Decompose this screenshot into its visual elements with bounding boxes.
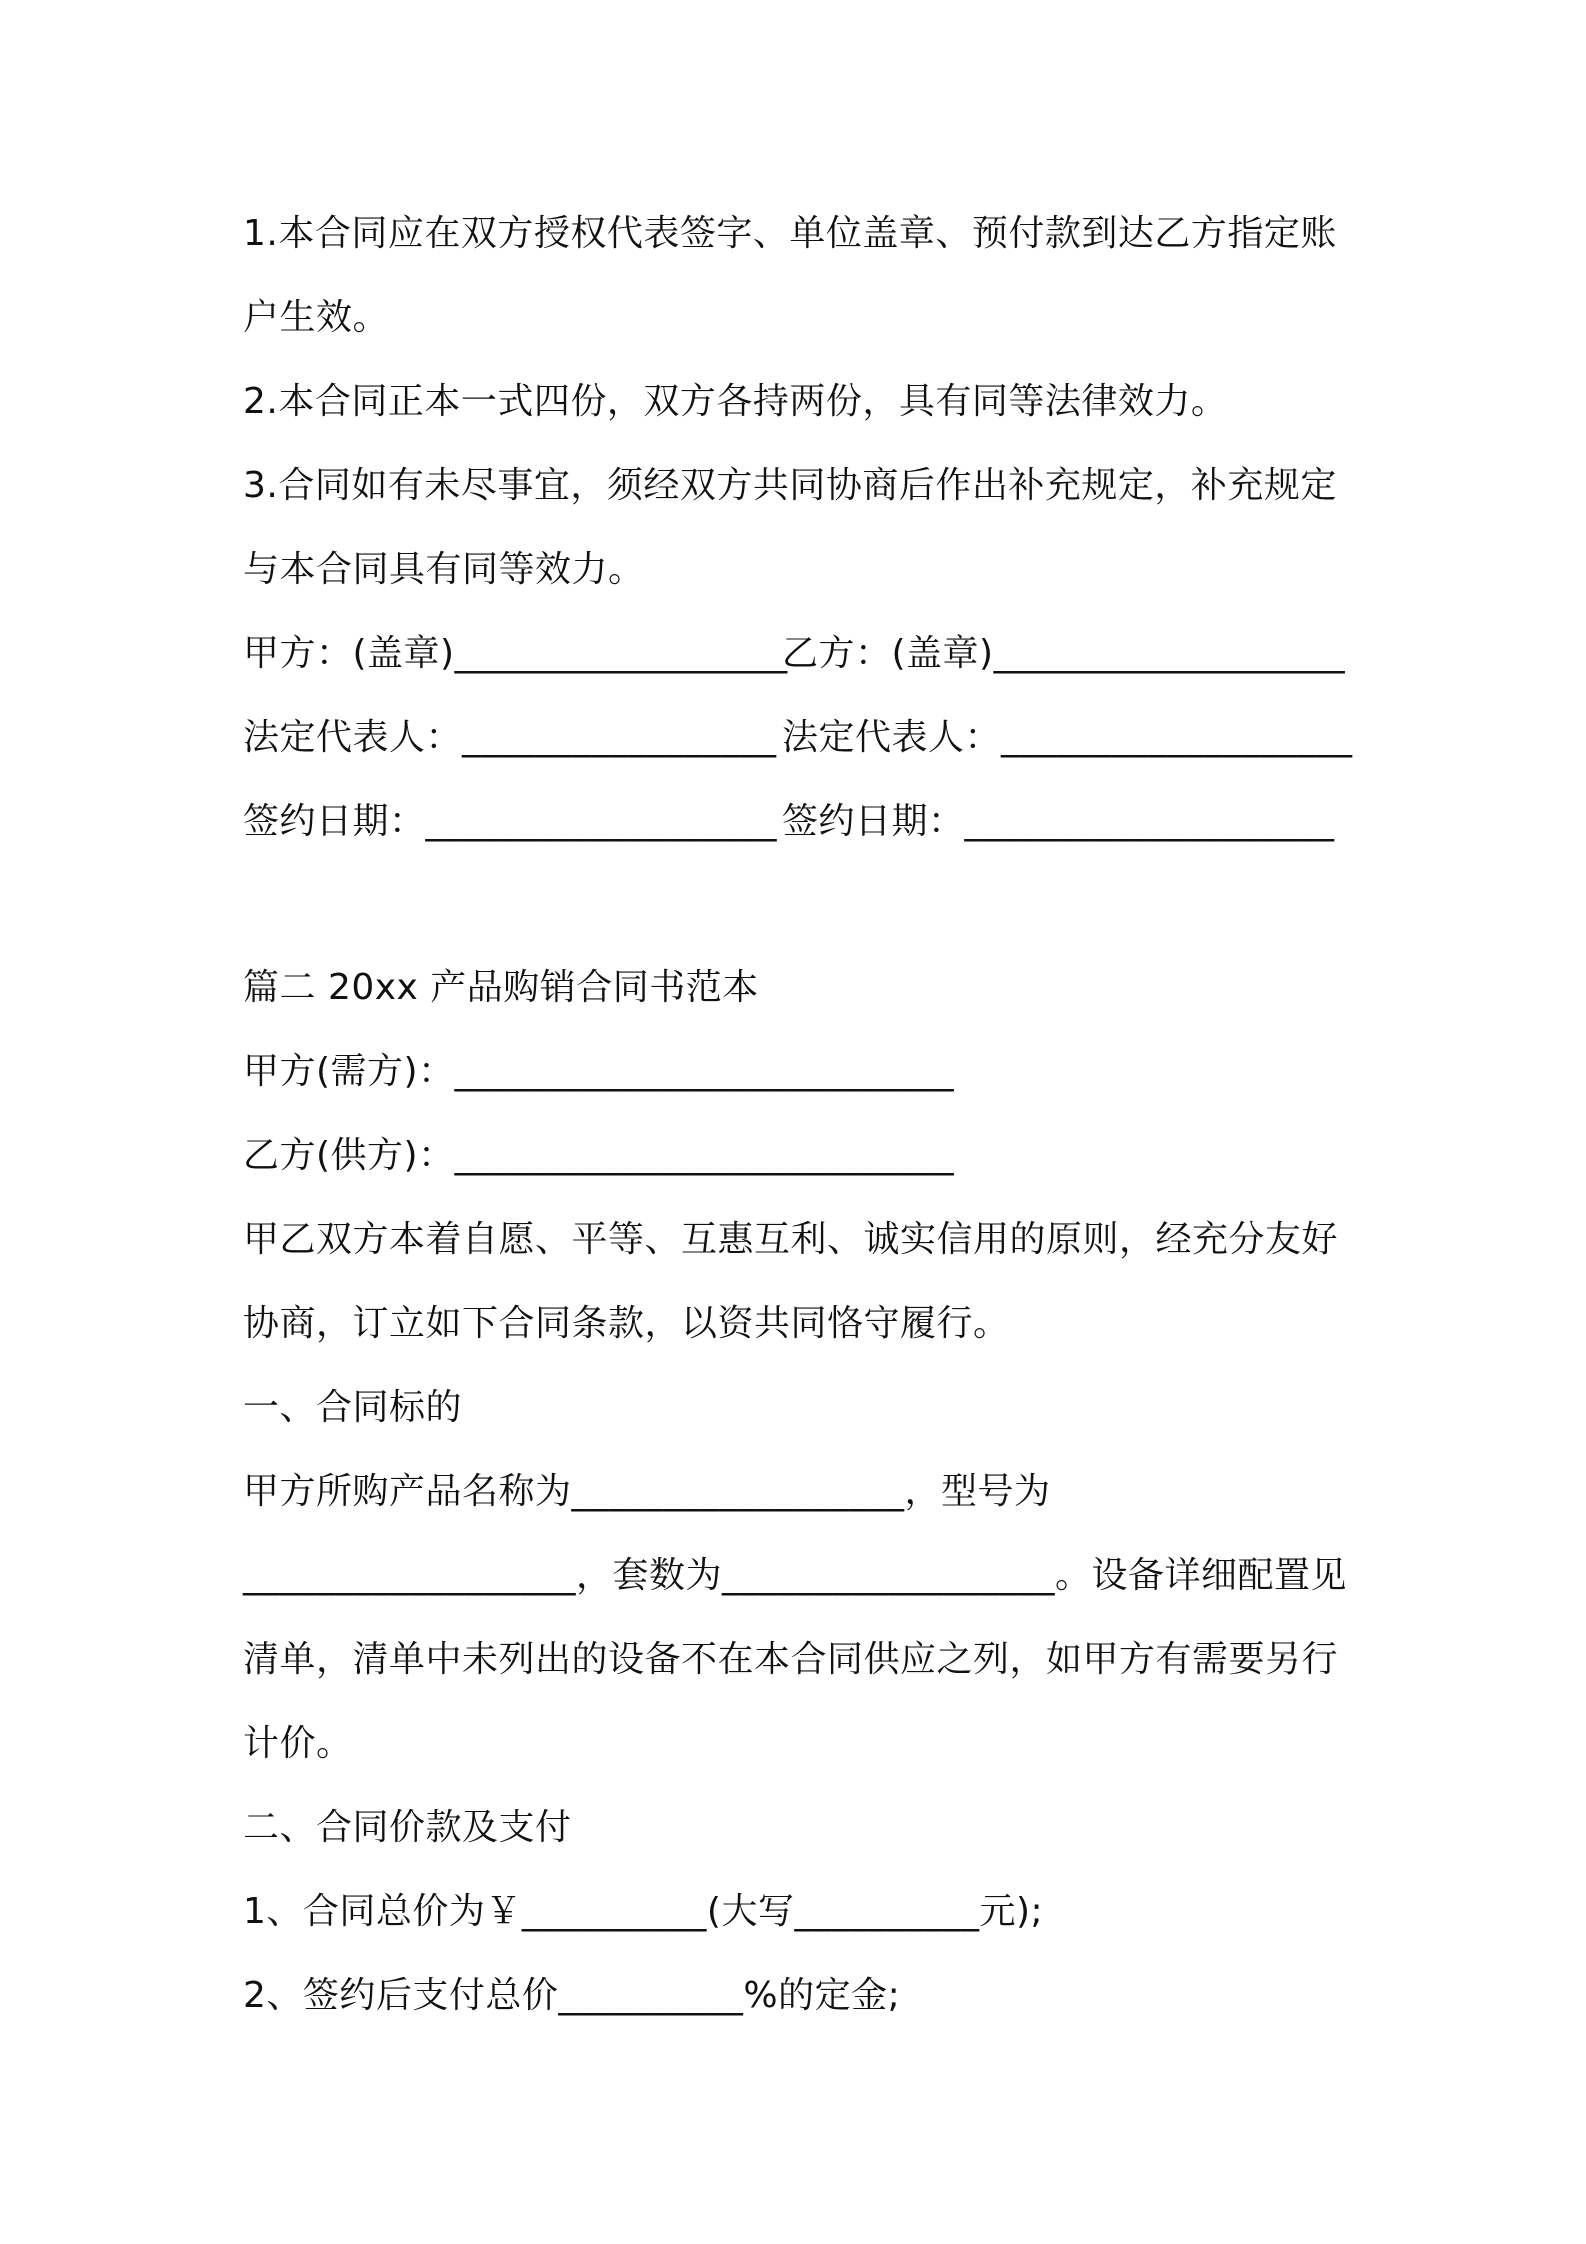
heading-price-payment: 二、合同价款及支付	[243, 1807, 572, 1848]
party-a-representative-line: 法定代表人：_________________	[243, 717, 777, 758]
subject-line-1: 甲方所购产品名称为__________________，型号为	[243, 1471, 1051, 1512]
subject-line-4: 计价。	[243, 1723, 353, 1764]
heading-contract-subject: 一、合同标的	[243, 1387, 463, 1428]
price-line-2: 2、签约后支付总价__________%的定金;	[243, 1975, 901, 2016]
party-b-seal-line: 乙方：(盖章)___________________	[782, 633, 1346, 674]
clause-2: 2.本合同正本一式四份，双方各持两份，具有同等法律效力。	[243, 381, 1228, 422]
intro-line-2: 协商，订立如下合同条款，以资共同恪守履行。	[243, 1303, 1010, 1344]
clause-3-line-1: 3.合同如有未尽事宜，须经双方共同协商后作出补充规定，补充规定	[243, 465, 1337, 506]
subject-line-2: __________________，套数为__________________。设备详细配置见	[243, 1555, 1348, 1596]
buyer-line: 甲方(需方)：___________________________	[243, 1051, 955, 1092]
clause-1-line-2: 户生效。	[243, 297, 390, 338]
clause-3-line-2: 与本合同具有同等效力。	[243, 549, 645, 590]
party-a-date-line: 签约日期：___________________	[243, 801, 778, 842]
seller-line: 乙方(供方)：___________________________	[243, 1135, 955, 1176]
section-title: 篇二 20xx 产品购销合同书范本	[243, 967, 759, 1008]
intro-line-1: 甲乙双方本着自愿、平等、互惠互利、诚实信用的原则，经充分友好	[243, 1219, 1339, 1260]
party-a-seal-line: 甲方：(盖章)__________________	[243, 633, 788, 674]
subject-line-3: 清单，清单中未列出的设备不在本合同供应之列，如甲方有需要另行	[243, 1639, 1339, 1680]
clause-1-line-1: 1.本合同应在双方授权代表签字、单位盖章、预付款到达乙方指定账	[243, 213, 1337, 254]
party-b-representative-line: 法定代表人：___________________	[782, 717, 1353, 758]
price-line-1: 1、合同总价为￥__________(大写__________元);	[243, 1891, 1044, 1932]
party-b-date-line: 签约日期：____________________	[782, 801, 1335, 842]
